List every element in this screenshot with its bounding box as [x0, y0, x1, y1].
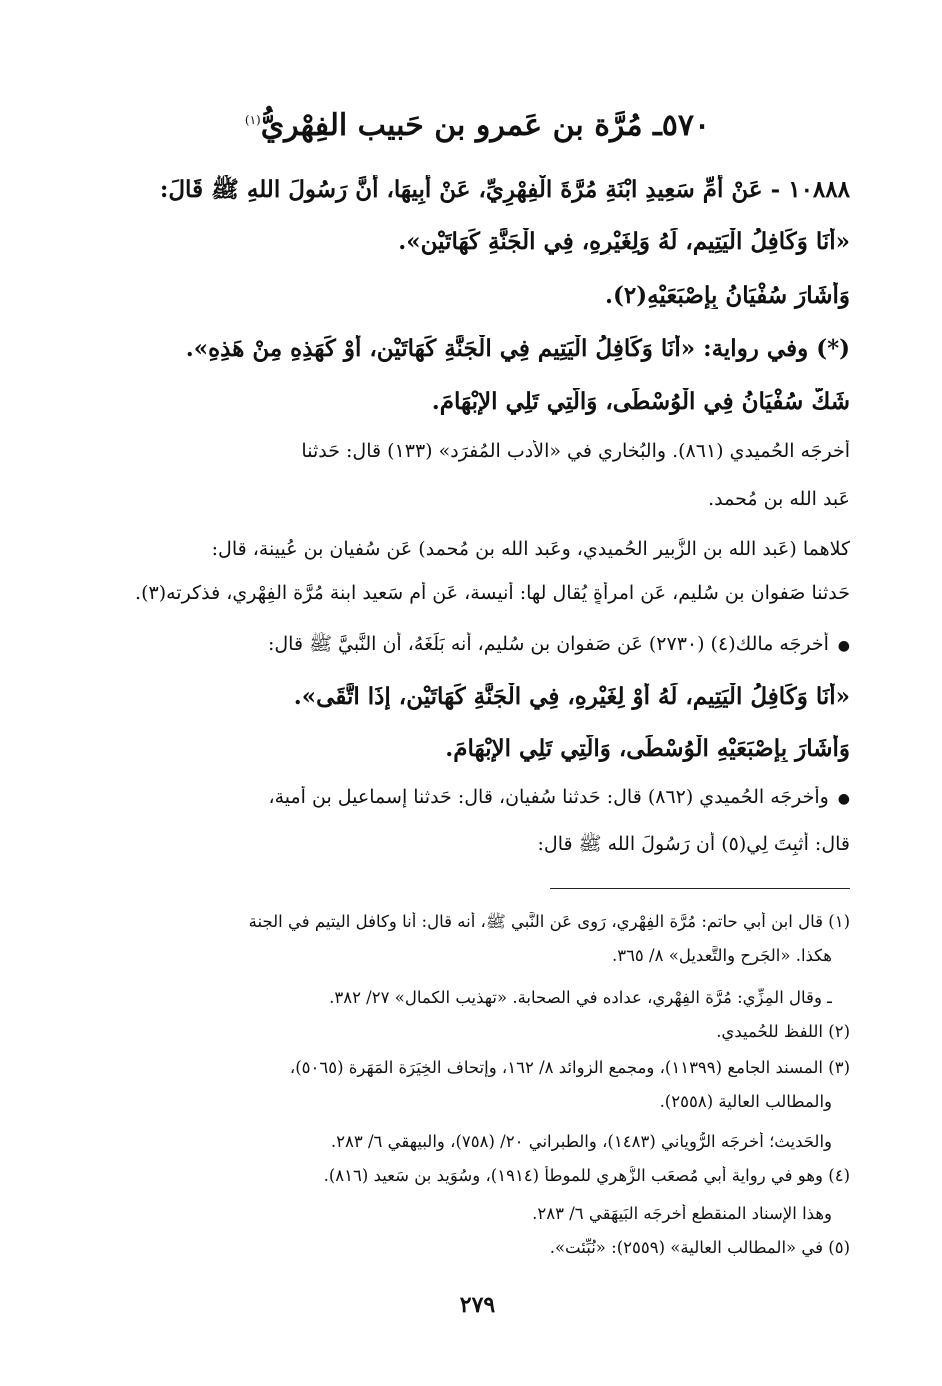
hadith-line-1: ١٠٨٨٨ - عَنْ أُمِّ سَعِيدِ ابْنَةِ مُرَّةَ الْفِهْرِيِّ، عَنْ أَبِيهَا، أَنَّ رَسُولَ اللهِ ﷺ قَالَ: — [159, 176, 850, 203]
bullet-dot-icon: ● — [828, 638, 850, 654]
bullet-dot-icon: ● — [828, 791, 850, 807]
footnote-line-8: (٤) وهو في رواية أَبي مُصعَب الزُّهري للموطأ (١٩١٤)، وسُوَيد بن سَعيد (٨١٦). — [323, 1166, 850, 1185]
hadith-line-2: «أَنَا وَكَافِلُ الْيَتِيمِ، لَهُ وَلِغَيْرِهِ، فِي الْجَنَّةِ كَهَاتَيْنِ». — [398, 228, 850, 255]
hadith-line-6: «أَنَا وَكَافِلُ الْيَتِيمِ، لَهُ أَوْ لِغَيْرِهِ، فِي الْجَنَّةِ كَهَاتَيْنِ، إِذَا اتَّقَى». — [293, 683, 850, 710]
footnote-separator — [550, 888, 850, 889]
footnote-line-7: والحَديث؛ أَخرجَه الرُّوياني (١٤٨٣)، والطبراني ٢٠/ (٧٥٨)، والبيهقي ٦/ ٢٨٣. — [330, 1132, 832, 1151]
hadith-line-5: شَكَّ سُفْيَانُ فِي الْوُسْطَى، وَالَّتِي تَلِي الإِبْهَامَ. — [431, 388, 850, 415]
footnote-line-10: (٥) في «المطالب العالية» (٢٥٥٩): «نُبِّئت». — [549, 1238, 850, 1257]
source-line-3: كلاهما (عَبد الله بن الزُّبير الحُميدي، وعَبد الله بن مُحمد) عَن سُفيان بن عُيينة، قال: — [211, 538, 850, 560]
source-line-2: عَبد الله بن مُحمد. — [708, 488, 850, 510]
page-number: ٢٧٩ — [459, 1292, 496, 1318]
bullet-line-2 — [105, 786, 850, 808]
chapter-title — [105, 108, 850, 143]
footnote-line-9: وهذا الإِسناد المنقطع أَخرجَه البَيهَقي ٦/ ٢٨٣. — [532, 1204, 832, 1223]
bullet-line-2-text: وأخرجَه الحُميدي (٨٦٢) قال: حَدثنا سُفيان، قال: حَدثنا إِسماعيل بن أُمية، — [268, 786, 829, 808]
source-line-5: قال: أُثبِتَ لِي(٥) أَن رَسُولَ الله ﷺ قال: — [537, 833, 850, 855]
document-page — [105, 0, 850, 1386]
footnote-line-6: والمطالب العالية (٢٥٥٨). — [659, 1092, 832, 1111]
footnote-line-1: (١) قال ابن أَبي حاتم: مُرَّة الفِهْري، رَوى عَن النَّبي ﷺ، أنه قال: أنا وكافل اليتيم في الجنة — [248, 912, 850, 931]
source-line-4: حَدثنا صَفوان بن سُليم، عَن امرأةٍ يُقال لها: أُنيسة، عَن أُم سَعيد ابنة مُرَّة الفِهْري، فذكرته(٣). — [135, 582, 850, 604]
footnote-line-3: ـ وقال المِزِّي: مُرَّة الفِهْري، عداده في الصحابة. «تهذيب الكمال» ٢٧/ ٣٨٢. — [329, 988, 832, 1007]
hadith-line-4: (*) وفي رواية: «أَنَا وَكَافِلُ الْيَتِيمِ فِي الْجَنَّةِ كَهَاتَيْنِ، أَوْ كَهَذِهِ مِنْ هَذِهِ». — [185, 335, 850, 362]
title-footnote-ref: (١) — [244, 113, 261, 127]
bullet-line-1-text: أخرجَه مالك(٤) (٢٧٣٠) عَن صَفوان بن سُليم، أنه بَلَغَهُ، أَن النَّبيَّ ﷺ قال: — [267, 633, 829, 655]
footnote-line-5: (٣) المسند الجامع (١١٣٩٩)، ومجمع الزوائد ٨/ ١٦٢، وإتحاف الخِيَرَة المَهَرة (٥٠٦٥)، — [289, 1058, 850, 1077]
source-line-1: أخرجَه الحُميدي (٨٦١). والبُخاري في «الأَدب المُفرَد» (١٣٣) قال: حَدثنا — [301, 440, 850, 462]
footnote-line-2: هكذا. «الجَرح والتَّعديل» ٨/ ٣٦٥. — [611, 946, 832, 965]
chapter-title-text: ٥٧٠ـ مُرَّة بن عَمرو بن حَبيب الفِهْريُّ — [260, 108, 711, 143]
hadith-line-7: وَأَشَارَ بِإِصْبَعَيْهِ الْوُسْطَى، وَالَّتِي تَلِي الإِبْهَامَ. — [445, 735, 850, 762]
hadith-line-3: وَأَشَارَ سُفْيَانُ بِإِصْبَعَيْهِ(٢). — [604, 282, 850, 309]
bullet-line-1 — [105, 632, 850, 660]
footnote-line-4: (٢) اللفظ للحُميدي. — [716, 1022, 850, 1041]
